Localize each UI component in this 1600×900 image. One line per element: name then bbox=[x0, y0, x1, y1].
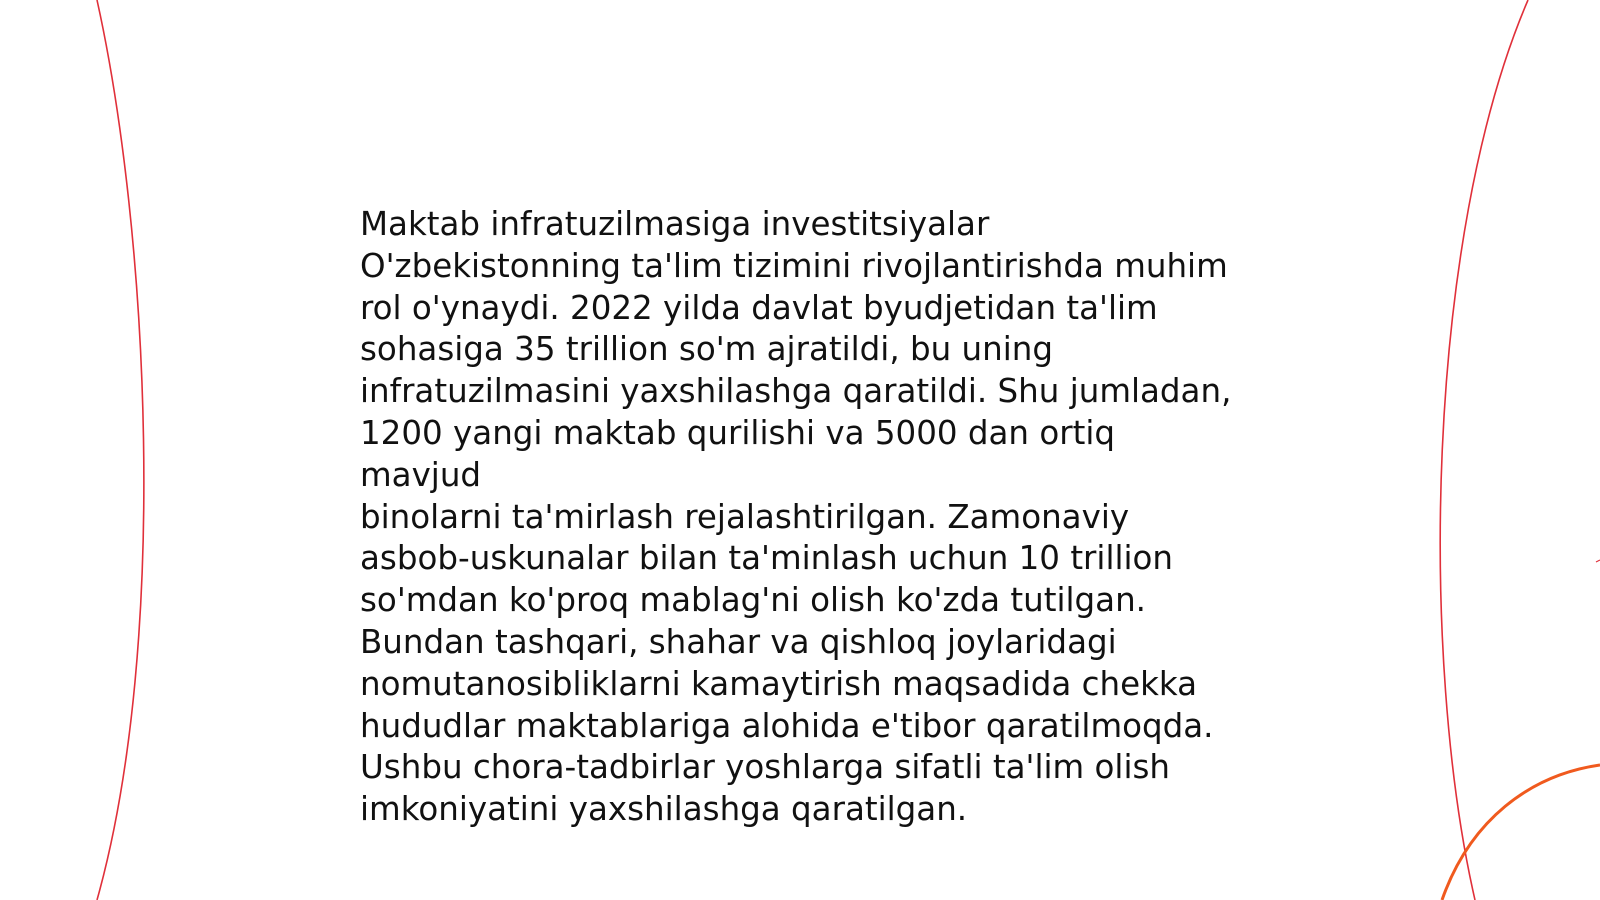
corner-accent-arc bbox=[1442, 765, 1600, 900]
body-paragraph: Maktab infratuzilmasiga investitsiyalar O'zbekistonning ta'lim tizimini rivojlantirishda muhim rol o'ynaydi. 2022 yilda davlat byudjetidan ta'lim sohasiga 35 trillion so'm ajratildi, bu uning infratuzilmasini yaxshilashga qaratildi. Shu jumladan, 1200 yangi maktab qurilishi va 5000 dan ortiq mavjud binolarni ta'mirlash rejalashtirilgan. Zamonaviy asbob-uskunalar bilan ta'minlash uchun 10 trillion so'mdan ko'proq mablag'ni olish ko'zda tutilgan. Bundan tashqari, shahar va qishloq joylaridagi nomutanosibliklarni kamaytirish maqsadida chekka hududlar maktablariga alohida e'tibor qaratilmoqda. Ushbu chora-tadbirlar yoshlarga sifatli ta'lim olish imkoniyatini yaxshilashga qaratilgan. bbox=[360, 205, 1232, 829]
right-edge-tick bbox=[1596, 560, 1600, 562]
left-arc-line bbox=[97, 0, 144, 900]
right-arc-line bbox=[1440, 0, 1528, 900]
